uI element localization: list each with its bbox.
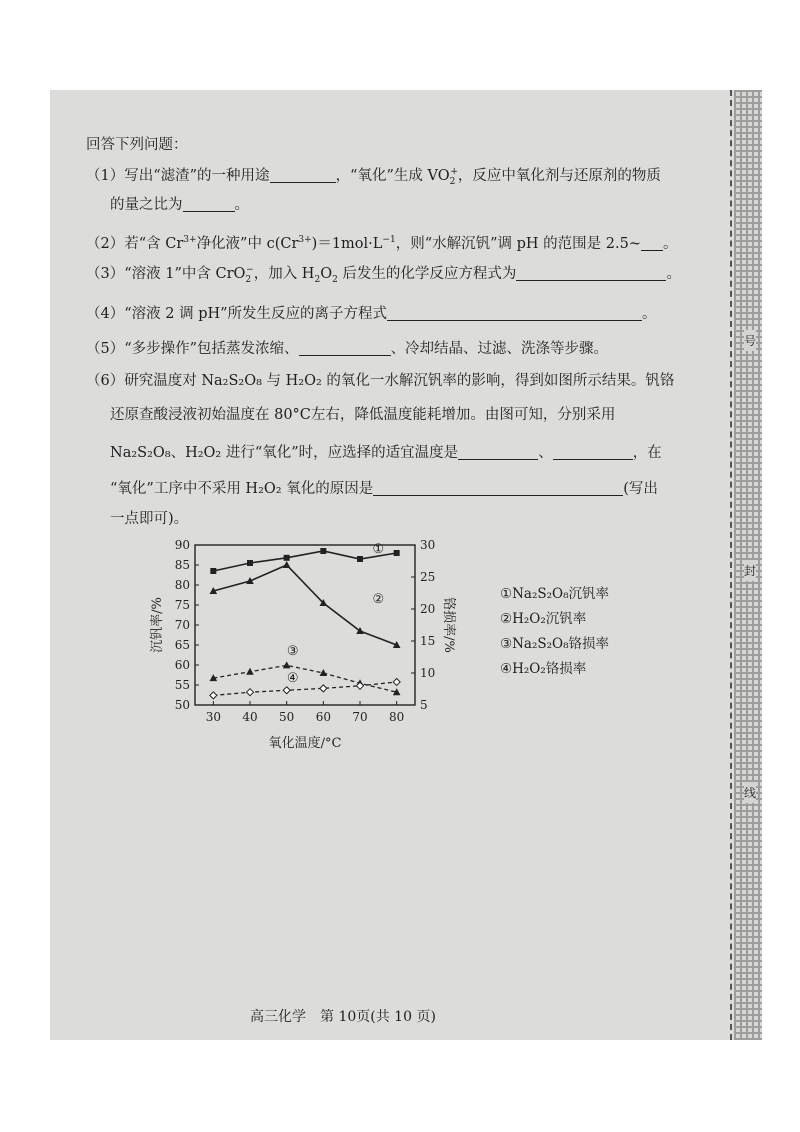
series-line-2 — [213, 565, 396, 645]
answer-blank-q3-equation[interactable] — [516, 265, 666, 281]
exam-paper — [50, 90, 762, 1040]
answer-blank-q4-ionic-equation[interactable] — [387, 305, 642, 321]
y2-tick-label: 30 — [420, 538, 436, 552]
legend-entry-3: ③Na₂S₂O₈铬损率 — [500, 636, 610, 652]
y-tick-label: 65 — [174, 638, 190, 652]
data-point — [320, 669, 328, 676]
data-point — [284, 555, 290, 561]
question-6-line-4: “氧化”工序中不采用 H₂O₂ 氧化的原因是 (写出 — [110, 481, 658, 497]
series-tag-1: ① — [372, 542, 385, 557]
answer-blank-q5-step[interactable] — [299, 340, 391, 356]
binding-label-hao: 号 — [744, 330, 756, 351]
y2-tick-label: 10 — [420, 666, 436, 680]
y-tick-label: 50 — [174, 698, 190, 712]
chart-legend — [500, 582, 609, 682]
y2-axis-label: 铬损率/% — [441, 597, 456, 653]
x-tick-label: 30 — [205, 710, 221, 724]
data-point — [210, 568, 216, 574]
data-point — [247, 689, 254, 696]
data-point — [246, 668, 254, 675]
question-6-line-2: 还原查酸浸液初始温度在 80°C左右，降低温度能耗增加。由图可知，分别采用 — [110, 407, 616, 423]
series-line-4 — [213, 682, 396, 695]
answer-blank-q1-use[interactable] — [270, 167, 336, 183]
y-tick-label: 70 — [174, 618, 190, 632]
series-line-1 — [213, 551, 396, 571]
x-tick-label: 70 — [352, 710, 368, 724]
data-point — [283, 687, 290, 694]
data-point — [393, 678, 400, 685]
y-tick-label: 80 — [174, 578, 190, 592]
y-tick-label: 60 — [174, 658, 190, 672]
data-point — [394, 550, 400, 556]
y2-tick-label: 25 — [420, 570, 436, 584]
y2-tick-label: 20 — [420, 602, 436, 616]
y-tick-label: 55 — [174, 678, 190, 692]
x-tick-label: 40 — [242, 710, 258, 724]
y2-tick-label: 5 — [420, 698, 428, 712]
series-tag-3: ③ — [286, 644, 299, 660]
data-point — [357, 682, 364, 689]
y2-tick-label: 15 — [420, 634, 436, 648]
question-6-line-3: Na₂S₂O₈、H₂O₂ 进行“氧化”时，应选择的适宜温度是 、 ，在 — [110, 445, 662, 461]
question-4-line: （4）“溶液 2 调 pH”所发生反应的离子方程式 。 — [86, 306, 657, 322]
answer-blank-q6-temp-1[interactable] — [458, 444, 538, 460]
page-footer: 高三化学 第 10页(共 10 页) — [250, 1009, 436, 1025]
plot-frame — [195, 545, 415, 705]
x-tick-label: 50 — [279, 710, 295, 724]
question-1-line-1: （1）写出“滤渣”的一种用途 ，“氧化”生成 $VO_2^+$，反应中氧化剂与还原剂的物质 — [86, 167, 661, 187]
answer-blank-q6-temp-2[interactable] — [553, 444, 633, 460]
legend-entry-4: ④H₂O₂铬损率 — [500, 661, 587, 677]
answer-blank-q6-reason[interactable] — [373, 480, 623, 496]
answer-blank-q1-ratio[interactable] — [183, 196, 235, 212]
data-point — [357, 556, 363, 562]
data-point — [247, 560, 253, 566]
x-tick-label: 60 — [315, 710, 331, 724]
x-tick-label: 80 — [389, 710, 405, 724]
binding-dashed-line — [730, 90, 732, 1040]
x-axis-label: 氧化温度/°C — [268, 736, 342, 751]
question-1-line-2: 的量之比为 。 — [110, 197, 249, 213]
y-tick-label: 90 — [174, 538, 190, 552]
series-tag-4: ④ — [286, 670, 299, 686]
series-line-3 — [213, 665, 396, 692]
y-tick-label: 75 — [174, 598, 190, 612]
data-point — [283, 561, 291, 568]
data-point — [283, 661, 291, 668]
legend-entry-2: ②H₂O₂沉钒率 — [500, 611, 587, 627]
series-tag-2: ② — [372, 592, 385, 607]
answer-blank-q2-ph[interactable] — [641, 235, 663, 251]
binding-label-xian: 线 — [744, 782, 756, 803]
data-point — [210, 692, 217, 699]
data-point — [320, 548, 326, 554]
y-tick-label: 85 — [174, 558, 190, 572]
question-3-line: （3）“溶液 1”中含 CrO$_2$−，加入 $H_2O_2$ 后发生的化学反应方程式为 。 — [86, 265, 681, 285]
y-axis-label: 沉钒率/% — [150, 597, 165, 653]
question-6-line-1: （6）研究温度对 Na₂S₂O₈ 与 H₂O₂ 的氧化一水解沉钒率的影响，得到如图所示结果。钒铬 — [86, 373, 675, 389]
chart — [120, 535, 470, 775]
data-point — [320, 685, 327, 692]
binding-label-feng: 封 — [744, 560, 756, 581]
legend-entry-1: ①Na₂S₂O₈沉钒率 — [500, 586, 610, 602]
question-5-line: （5）“多步操作”包括蒸发浓缩、 、冷却结晶、过滤、洗涤等步骤。 — [86, 341, 609, 357]
question-2-line: （2）若“含 $Cr^{3+}$净化液”中 $c(Cr^{3+})=1mol\cdot L^{-1}$，则“水解沉钒”调 pH 的范围是 2.5~ 。 — [86, 235, 678, 252]
question-6-line-5: 一点即可)。 — [110, 511, 189, 527]
intro-line: 回答下列问题： — [86, 137, 188, 153]
